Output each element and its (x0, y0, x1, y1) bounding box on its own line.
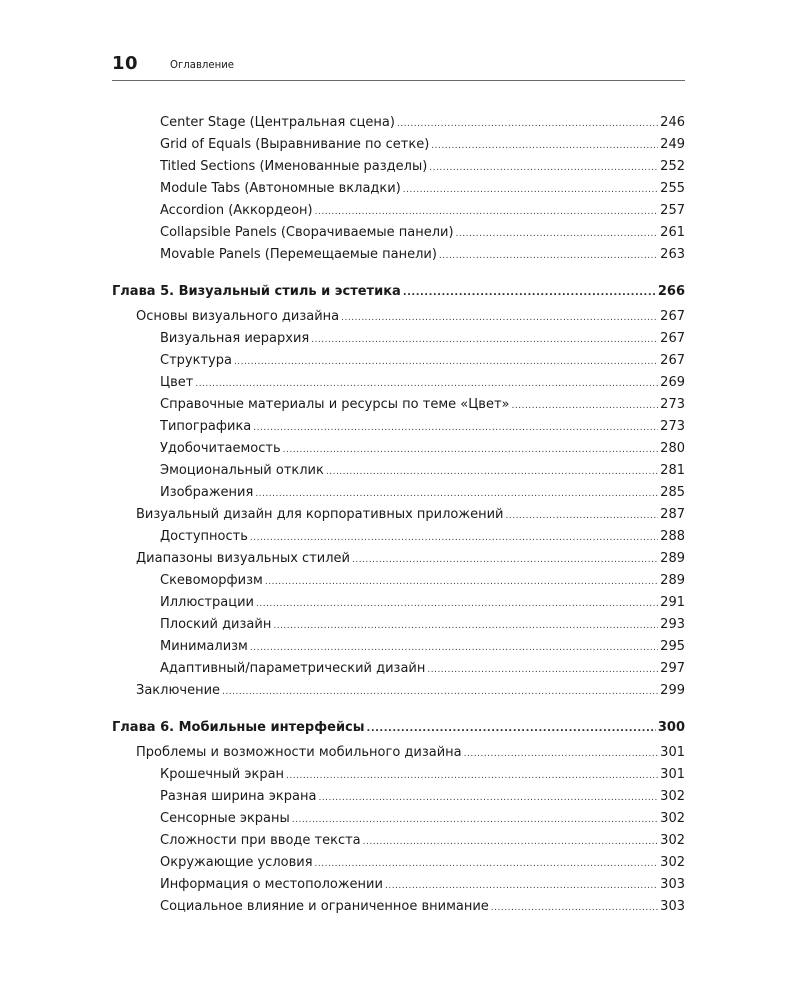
toc-entry-page: 285 (660, 485, 685, 500)
dot-leader (222, 682, 658, 702)
toc-entry-title: Типографика (160, 419, 252, 434)
toc-entry-title: Сенсорные экраны (160, 811, 290, 826)
toc-entry-title: Accordion (Аккордеон) (160, 203, 313, 218)
toc-entry-title: Эмоциональный отклик (160, 463, 324, 478)
dot-leader (255, 484, 658, 504)
toc-entry[interactable] (160, 593, 685, 613)
toc-entry-page: 301 (660, 767, 685, 782)
toc-entry-page: 287 (660, 507, 685, 522)
toc-entry-title: Сложности при вводе текста (160, 833, 361, 848)
toc-entry-page: 302 (660, 789, 685, 804)
toc-entry[interactable] (160, 875, 685, 895)
toc-entry[interactable] (160, 373, 685, 393)
toc-entry-title: Grid of Equals (Выравнивание по сетке) (160, 137, 430, 152)
dot-leader (315, 202, 659, 222)
dot-leader (326, 462, 658, 482)
toc-entry-page: 291 (660, 595, 685, 610)
toc-entry[interactable] (160, 439, 685, 459)
toc-entry-page: 297 (660, 661, 685, 676)
toc-entry-page: 300 (657, 720, 685, 735)
toc-entry[interactable] (160, 201, 685, 221)
toc-entry[interactable] (160, 659, 685, 679)
toc-entry-title: Глава 6. Мобильные интерфейсы (112, 720, 365, 735)
toc-entry[interactable] (160, 571, 685, 591)
toc-entry-title: Center Stage (Центральная сцена) (160, 115, 395, 130)
toc-entry-page: 295 (660, 639, 685, 654)
dot-leader (512, 396, 659, 416)
toc-entry[interactable] (160, 179, 685, 199)
dot-leader (363, 832, 659, 852)
toc-entry[interactable] (160, 615, 685, 635)
toc-entry-page: 302 (660, 833, 685, 848)
dot-leader (456, 224, 659, 244)
dot-leader (234, 352, 658, 372)
toc-entry-page: 303 (660, 877, 685, 892)
toc-entry-page: 273 (660, 419, 685, 434)
dot-leader (385, 876, 658, 896)
toc-entry[interactable] (136, 743, 685, 763)
toc-entry-title: Глава 5. Визуальный стиль и эстетика (112, 284, 401, 299)
toc-entry[interactable] (160, 329, 685, 349)
dot-leader (265, 572, 658, 592)
toc-entry-page: 263 (660, 247, 685, 262)
toc-entry[interactable] (160, 527, 685, 547)
dot-leader (352, 550, 658, 570)
dot-leader (439, 246, 658, 266)
toc-entry-title: Информация о местоположении (160, 877, 383, 892)
toc-entry-title: Скевоморфизм (160, 573, 263, 588)
toc-entry[interactable] (160, 113, 685, 133)
toc-entry-page: 255 (660, 181, 685, 196)
toc-entry[interactable] (160, 853, 685, 873)
toc-entry-page: 266 (657, 284, 685, 299)
dot-leader (341, 308, 658, 328)
dot-leader (318, 788, 658, 808)
toc-entry[interactable] (160, 787, 685, 807)
toc-entry[interactable] (160, 223, 685, 243)
toc-entry-title: Проблемы и возможности мобильного дизайна (136, 745, 462, 760)
toc-entry-title: Movable Panels (Перемещаемые панели) (160, 247, 437, 262)
toc-entry[interactable] (160, 637, 685, 657)
toc-entry[interactable] (160, 157, 685, 177)
toc-entry-title: Удобочитаемость (160, 441, 281, 456)
toc-entry-page: 288 (660, 529, 685, 544)
toc-entry-page: 281 (660, 463, 685, 478)
toc-entry-title: Collapsible Panels (Сворачиваемые панели) (160, 225, 454, 240)
toc-entry[interactable] (136, 549, 685, 569)
toc-entry[interactable] (160, 135, 685, 155)
dot-leader (315, 854, 659, 874)
toc-entry-page: 267 (660, 331, 685, 346)
toc-chapter-entry[interactable] (112, 282, 685, 302)
toc-entry-title: Крошечный экран (160, 767, 285, 782)
toc-entry-title: Основы визуального дизайна (136, 309, 340, 324)
toc-entry-title: Цвет (160, 375, 194, 390)
toc-entry-page: 303 (660, 899, 685, 914)
toc-entry-title: Иллюстрации (160, 595, 254, 610)
toc-entry-page: 289 (660, 551, 685, 566)
toc-entry-page: 267 (660, 309, 685, 324)
dot-leader (311, 330, 658, 350)
toc-entry-title: Структура (160, 353, 232, 368)
toc-entry-page: 246 (660, 115, 685, 130)
toc-entry[interactable] (136, 505, 685, 525)
toc-entry-page: 299 (660, 683, 685, 698)
toc-entry[interactable] (160, 809, 685, 829)
dot-leader (286, 766, 658, 786)
toc-entry-title: Адаптивный/параметрический дизайн (160, 661, 426, 676)
toc-entry-title: Социальное влияние и ограниченное внимание (160, 899, 489, 914)
dot-leader (397, 114, 658, 134)
dot-leader (250, 638, 658, 658)
toc-entry[interactable] (160, 483, 685, 503)
toc-entry-title: Заключение (136, 683, 221, 698)
toc-entry-page: 267 (660, 353, 685, 368)
toc-entry-title: Плоский дизайн (160, 617, 272, 632)
toc-entry-title: Module Tabs (Автономные вкладки) (160, 181, 401, 196)
toc-entry[interactable] (160, 831, 685, 851)
toc-entry-title: Разная ширина экрана (160, 789, 317, 804)
dot-leader (505, 506, 658, 526)
toc-entry-page: 302 (660, 855, 685, 870)
toc-entry[interactable] (160, 417, 685, 437)
page-number: 10 (112, 53, 139, 74)
dot-leader (292, 810, 658, 830)
dot-leader (427, 660, 658, 680)
toc-entry-title: Titled Sections (Именованные разделы) (160, 159, 428, 174)
toc-entry[interactable] (160, 897, 685, 917)
toc-entry-title: Справочные материалы и ресурсы по теме «Цвет» (160, 397, 510, 412)
running-title: Оглавление (170, 58, 235, 71)
toc-entry-page: 302 (660, 811, 685, 826)
dot-leader (253, 418, 658, 438)
dot-leader (250, 528, 658, 548)
toc-entry[interactable] (136, 681, 685, 701)
dot-leader (195, 374, 658, 394)
toc-entry-page: 293 (660, 617, 685, 632)
toc-entry-title: Визуальный дизайн для корпоративных приложений (136, 507, 504, 522)
dot-leader (273, 616, 658, 636)
toc-entry-title: Минимализм (160, 639, 248, 654)
dot-leader (403, 283, 656, 303)
toc-entry-page: 249 (660, 137, 685, 152)
toc-entry[interactable] (160, 765, 685, 785)
dot-leader (283, 440, 659, 460)
dot-leader (256, 594, 658, 614)
toc-entry-title: Диапазоны визуальных стилей (136, 551, 350, 566)
toc-entry-page: 301 (660, 745, 685, 760)
toc-entry[interactable] (160, 351, 685, 371)
dot-leader (367, 719, 656, 739)
toc-entry-title: Визуальная иерархия (160, 331, 310, 346)
toc-entry-title: Изображения (160, 485, 254, 500)
toc-entry-page: 273 (660, 397, 685, 412)
toc-entry-page: 289 (660, 573, 685, 588)
dot-leader (491, 898, 658, 918)
toc-entry-page: 269 (660, 375, 685, 390)
toc-entry[interactable] (160, 395, 685, 415)
dot-leader (403, 180, 658, 200)
toc-entry-page: 280 (660, 441, 685, 456)
dot-leader (431, 136, 658, 156)
toc-entry-page: 261 (660, 225, 685, 240)
toc-entry[interactable] (136, 307, 685, 327)
dot-leader (464, 744, 659, 764)
toc-entry[interactable] (160, 245, 685, 265)
toc-entry[interactable] (160, 461, 685, 481)
toc-entry-title: Доступность (160, 529, 248, 544)
toc-chapter-entry[interactable] (112, 718, 685, 738)
toc-entry-page: 252 (660, 159, 685, 174)
dot-leader (429, 158, 658, 178)
toc-entry-title: Окружающие условия (160, 855, 313, 870)
toc-entry-page: 257 (660, 203, 685, 218)
